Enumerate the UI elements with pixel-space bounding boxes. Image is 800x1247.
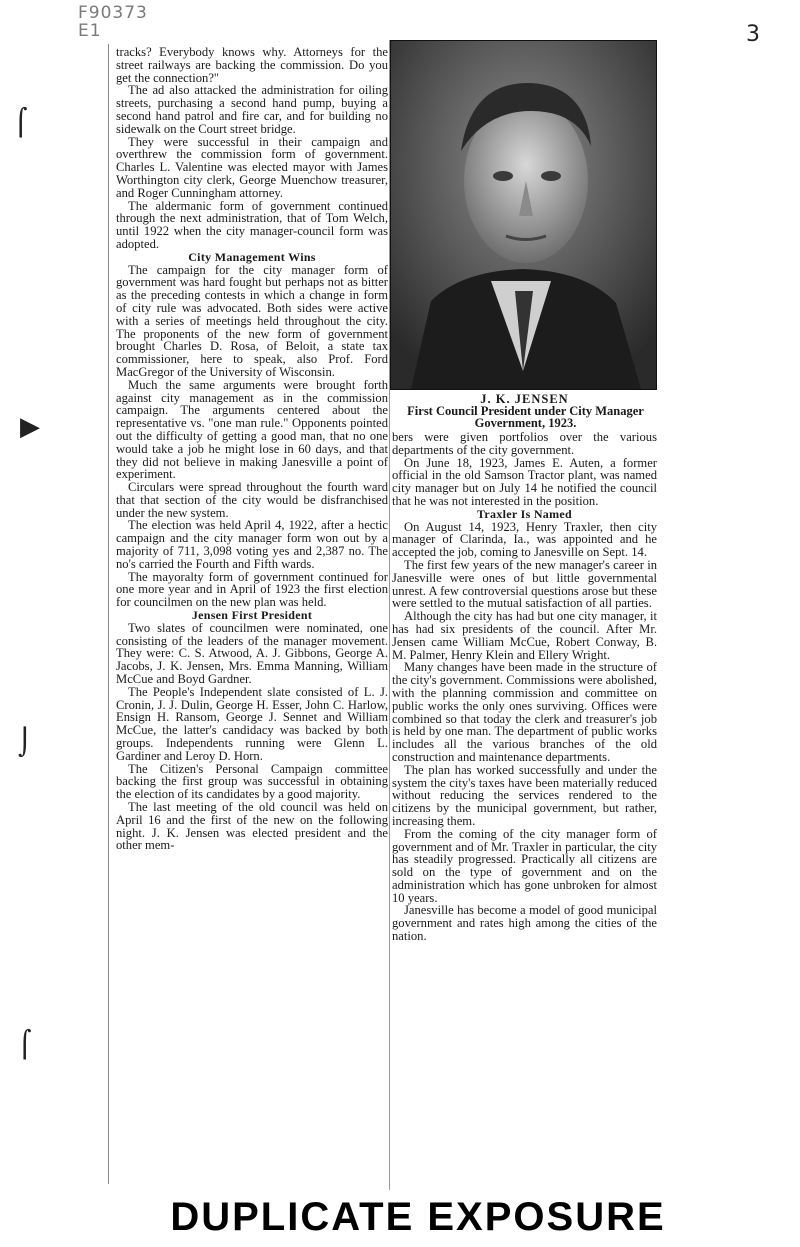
archive-mark-line2: E1	[78, 21, 102, 41]
paragraph: Circulars were spread throughout the fourth ward that that section of the city would be disfranchised under the new system.	[116, 480, 388, 520]
portrait-photo	[390, 40, 657, 390]
right-column	[392, 431, 657, 943]
page-number: 3	[746, 22, 760, 47]
subheading: Traxler Is Named	[476, 506, 572, 521]
archive-mark-line1: F90373	[78, 3, 148, 23]
paragraph: From the coming of the city manager form of government and of Mr. Traxler in particular, the city has steadily progressed. Practically all citizens are sold on the type of government and on the administration which has gone unbroken for almost 10 years.	[392, 826, 657, 905]
paragraph: Although the city has had but one city manager, it has had six presidents of the council. After Mr. Jensen came William McCue, Robert Conway, B. M. Palmer, Henry Klein and Ellery Wright.	[392, 609, 657, 662]
registration-mark-middle: ⌡	[18, 728, 32, 758]
paragraph: The plan has worked successfully and under the system the city's taxes have been materially reduced without reducing the services rendered to the citizens by the municipal government, but rather, increasing them.	[392, 762, 657, 828]
paragraph: Much the same arguments were brought forth against city management as in the commission campaign. The arguments centered about the representative vs. "one man rule." Opponents pointed out the difficulty of getting a good man, that no one would take a job he might lose in 60 days, and that they did not believe in making Janesville a point of experiment.	[116, 377, 388, 482]
paragraph: The last meeting of the old council was held on April 16 and the first of the new on the following night. J. K. Jensen was elected president and the other mem-	[116, 800, 388, 853]
registration-mark-top: ⌠	[14, 108, 28, 138]
photo-caption-name: J. K. JENSEN	[480, 392, 569, 406]
duplicate-exposure-stamp: DUPLICATE EXPOSURE	[170, 1195, 666, 1239]
portrait-photo-graphic	[391, 41, 656, 389]
paragraph: Many changes have been made in the structure of the city's government. Commissions were abolished, with the planning commission and committee on public works the only ones surviving. Offices were combined so that today the clerk and treasurer's job is held by one man. The department of public works includes all the various branches of the old construction and maintenance departments.	[392, 660, 657, 764]
subheading: Jensen First President	[191, 608, 313, 623]
registration-arrow-icon: ▶	[20, 412, 40, 442]
paragraph: The first few years of the new manager's career in Janesville were ones of but little governmental unrest. A few controversial questions arose but these were settled to the mutual satisfaction of all parties.	[392, 557, 657, 611]
archive-mark	[78, 4, 148, 40]
paragraph: The aldermanic form of government continued through the next administration, that of Tom Welch, until 1922 when the city manager-council form was adopted.	[116, 198, 388, 251]
photo-caption-title: First Council President under City Manager Government, 1923.	[407, 404, 644, 430]
subheading: City Management Wins	[188, 249, 316, 264]
paragraph: The mayoralty form of government continued for one more year and in April of 1923 the first election for councilmen on the new plan was held.	[116, 569, 388, 610]
paragraph: They were successful in their campaign and overthrew the commission form of government. Charles L. Valentine was elected mayor with James Worthington city clerk, George Muenchow treasurer, and Roger Cunningham attorney.	[116, 134, 388, 200]
column-rule-left	[108, 44, 109, 1184]
paragraph: The ad also attacked the administration for oiling streets, purchasing a second hand pump, buying a second hand patrol and fire car, and for building no sidewalk on the Court street bridge.	[116, 83, 388, 136]
paragraph: The People's Independent slate consisted of L. J. Cronin, J. J. Dulin, George H. Esser, John C. Harlow, Ensign H. Ransom, George J. Sennet and William McCue, the latter's candidacy was backed by both groups. Independents running were Glenn L. Gardiner and Leroy D. Horn.	[116, 684, 388, 763]
paragraph: The election was held April 4, 1922, after a hectic campaign and the city manager form won out by a majority of 711, 3,098 voting yes and 2,387 no. The no's carried the Fourth and Fifth wards.	[116, 518, 388, 571]
paragraph: On June 18, 1923, James E. Auten, a former official in the old Samson Tractor plant, was named city manager but on July 14 he notified the council that he was not interested in the position.	[392, 455, 657, 508]
paragraph: The Citizen's Personal Campaign committee backing the first group was successful in obtaining the election of its candidates by a good majority.	[116, 761, 388, 802]
paragraph: Janesville has become a model of good municipal government and rates high among the cities of the nation.	[392, 903, 657, 944]
registration-mark-bottom: ⌠	[18, 1030, 32, 1060]
paragraph: tracks? Everybody knows why. Attorneys for the street railways are backing the commission. Do you get the connection?"	[116, 45, 388, 85]
left-column	[116, 46, 388, 852]
paragraph: bers were given portfolios over the various departments of the city government.	[392, 430, 657, 457]
paragraph: The campaign for the city manager form of government was hard fought but perhaps not as bitter as the preceding contests in which a change in form of city rule was advocated. Both sides were active with a series of meetings held throughout the city. The proponents of the new form of government brought Charles D. Rosa, of Beloit, a state tax commissioner, here to speak, also Prof. Ford MacGregor of the University of Wisconsin.	[116, 262, 388, 379]
paragraph: On August 14, 1923, Henry Traxler, then city manager of Clarinda, Ia., was appointed and he accepted the job, coming to Janesville on Sept. 14.	[392, 519, 657, 560]
paragraph: Two slates of councilmen were nominated, one consisting of the leaders of the manager movement. They were: C. S. Atwood, A. J. Gibbons, George A. Jacobs, J. K. Jensen, Mrs. Emma Manning, William McCue and Boyd Gardner.	[116, 620, 388, 687]
